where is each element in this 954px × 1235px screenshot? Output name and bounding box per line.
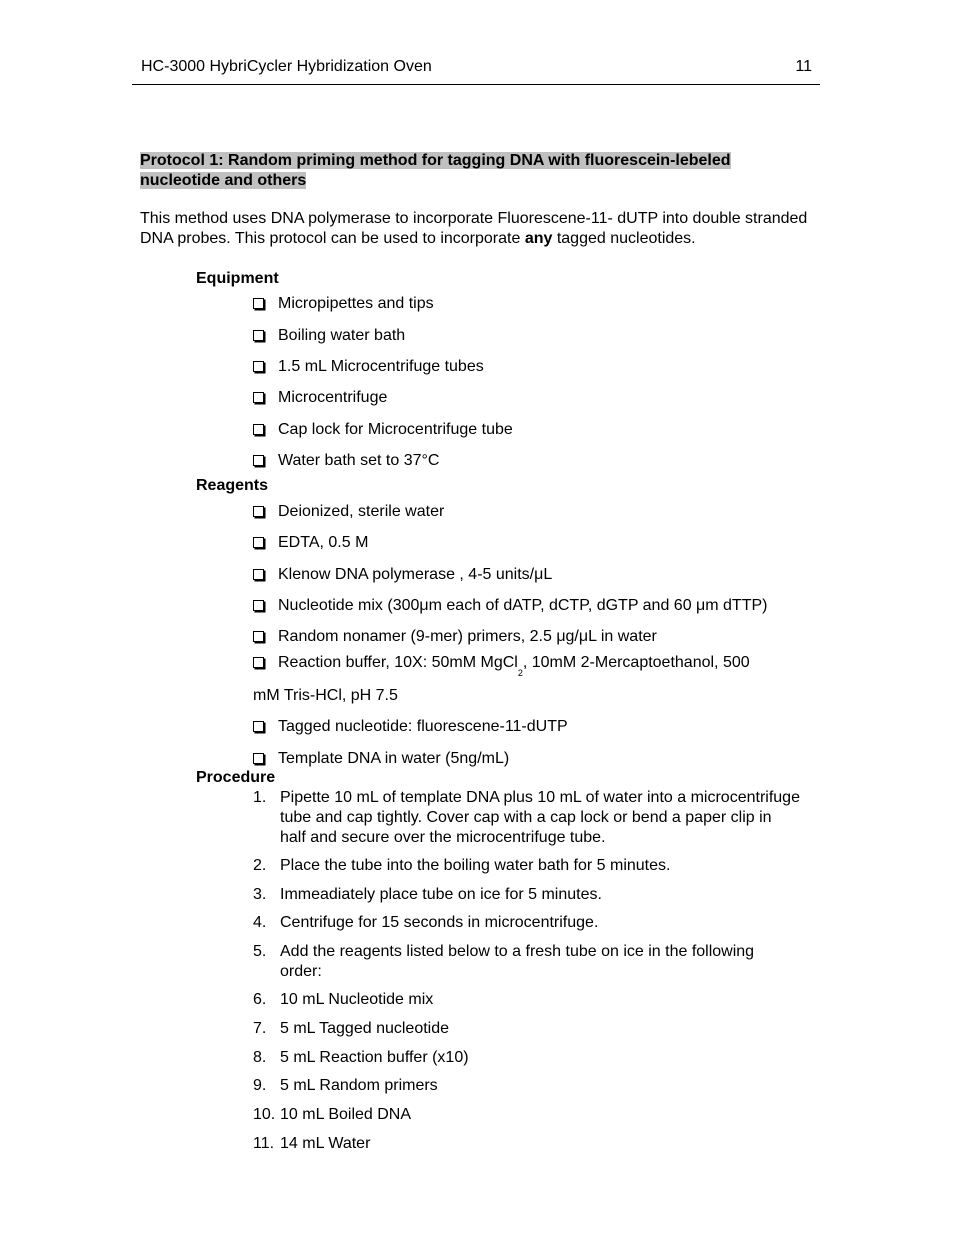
checkbox-icon	[253, 455, 264, 466]
step-number: 1.	[253, 789, 267, 806]
reagent-item	[253, 533, 368, 553]
reagent-item-text: Deionized, sterile water	[278, 503, 445, 520]
equipment-item	[253, 357, 484, 377]
step-number: 11.	[253, 1135, 275, 1152]
checkbox-icon	[253, 657, 264, 668]
reagent-item-continuation: mM Tris-HCl, pH 7.5	[253, 687, 398, 704]
step-text: 5 mL Tagged nucleotide	[280, 1020, 450, 1037]
step-text: 5 mL Reaction buffer (x10)	[280, 1049, 469, 1066]
checkbox-icon	[253, 600, 264, 611]
protocol-title	[140, 151, 800, 191]
step-text: 10 mL Boiled DNA	[280, 1106, 412, 1123]
subscript: 2	[517, 668, 523, 678]
checkbox-icon	[253, 631, 264, 642]
step-number: 6.	[253, 991, 267, 1008]
page-header	[132, 56, 820, 85]
step-number: 9.	[253, 1077, 267, 1094]
reagent-item-text: Nucleotide mix (300μm each of dATP, dCTP, dGTP and 60 μm dTTP)	[278, 597, 768, 614]
checkbox-icon	[253, 569, 264, 580]
equipment-item-text: Cap lock for Microcentrifuge tube	[278, 421, 513, 438]
equipment-item	[253, 420, 513, 440]
procedure-heading: Procedure	[196, 769, 276, 786]
step-text: Place the tube into the boiling water bath for 5 minutes.	[280, 857, 671, 874]
step-number: 10.	[253, 1106, 276, 1123]
step-number: 2.	[253, 857, 267, 874]
checkbox-icon	[253, 392, 264, 403]
reagent-item-text: Tagged nucleotide: fluorescene-11-dUTP	[278, 718, 568, 735]
equipment-item-text: Boiling water bath	[278, 327, 406, 344]
reagent-item	[253, 717, 568, 737]
step-text: Centrifuge for 15 seconds in microcentrifuge.	[280, 914, 599, 931]
intro-emphasis: any	[524, 230, 553, 247]
step-number: 4.	[253, 914, 267, 931]
reagent-item-text: Klenow DNA polymerase , 4-5 units/μL	[278, 566, 553, 583]
step-number: 8.	[253, 1049, 267, 1066]
checkbox-icon	[253, 361, 264, 372]
document-title: HC-3000 HybriCycler Hybridization Oven	[141, 58, 432, 75]
step-text: 5 mL Random primers	[280, 1077, 438, 1094]
reagent-item-text: Random nonamer (9-mer) primers, 2.5 μg/μL in water	[278, 628, 657, 645]
checkbox-icon	[253, 330, 264, 341]
reagent-item-text: Template DNA in water (5ng/mL)	[278, 750, 510, 767]
equipment-item	[253, 326, 405, 346]
intro-text: This method uses DNA polymerase to incorporate Fluorescene-11- dUTP into double stranded DNA probes. This protocol can be used to incorporate	[140, 210, 808, 247]
equipment-item-text: Water bath set to 37°C	[278, 452, 440, 469]
equipment-item	[253, 451, 439, 471]
step-number: 5.	[253, 943, 267, 960]
checkbox-icon	[253, 753, 264, 764]
protocol-title-text: Protocol 1: Random priming method for tagging DNA with fluorescein-lebeled nucleotide and others	[140, 152, 731, 189]
checkbox-icon	[253, 424, 264, 435]
equipment-item	[253, 388, 387, 408]
reagents-heading: Reagents	[196, 477, 269, 494]
checkbox-icon	[253, 537, 264, 548]
reagent-item	[253, 749, 509, 769]
step-text: Pipette 10 mL of template DNA plus 10 mL of water into a microcentrifuge tube and cap tightly. Cover cap with a cap lock or bend a paper clip in half and secure over the microcentrifuge tube.	[280, 789, 800, 846]
equipment-item	[253, 294, 434, 314]
checkbox-icon	[253, 506, 264, 517]
page-number: 11	[795, 58, 812, 75]
equipment-item-text: Microcentrifuge	[278, 389, 388, 406]
intro-paragraph	[140, 209, 820, 249]
reagent-item	[253, 627, 657, 647]
step-text: 10 mL Nucleotide mix	[280, 991, 434, 1008]
step-text: Immeadiately place tube on ice for 5 minutes.	[280, 886, 602, 903]
reagent-item-text: Reaction buffer, 10X: 50mM MgCl	[278, 654, 518, 671]
reagent-item-text: , 10mM 2-Mercaptoethanol, 500	[522, 654, 750, 671]
checkbox-icon	[253, 298, 264, 309]
reagent-item	[253, 565, 552, 585]
reagent-item	[253, 653, 750, 683]
equipment-item-text: 1.5 mL Microcentrifuge tubes	[278, 358, 484, 375]
reagent-item-text: EDTA, 0.5 M	[278, 534, 369, 551]
equipment-item-text: Micropipettes and tips	[278, 295, 434, 312]
equipment-heading: Equipment	[196, 270, 279, 287]
reagent-item	[253, 596, 767, 616]
intro-text-end: tagged nucleotides.	[552, 230, 696, 247]
step-text: 14 mL Water	[280, 1135, 371, 1152]
step-number: 7.	[253, 1020, 267, 1037]
reagent-item	[253, 502, 444, 522]
checkbox-icon	[253, 721, 264, 732]
step-text: Add the reagents listed below to a fresh tube on ice in the following order:	[280, 943, 755, 980]
step-number: 3.	[253, 886, 267, 903]
